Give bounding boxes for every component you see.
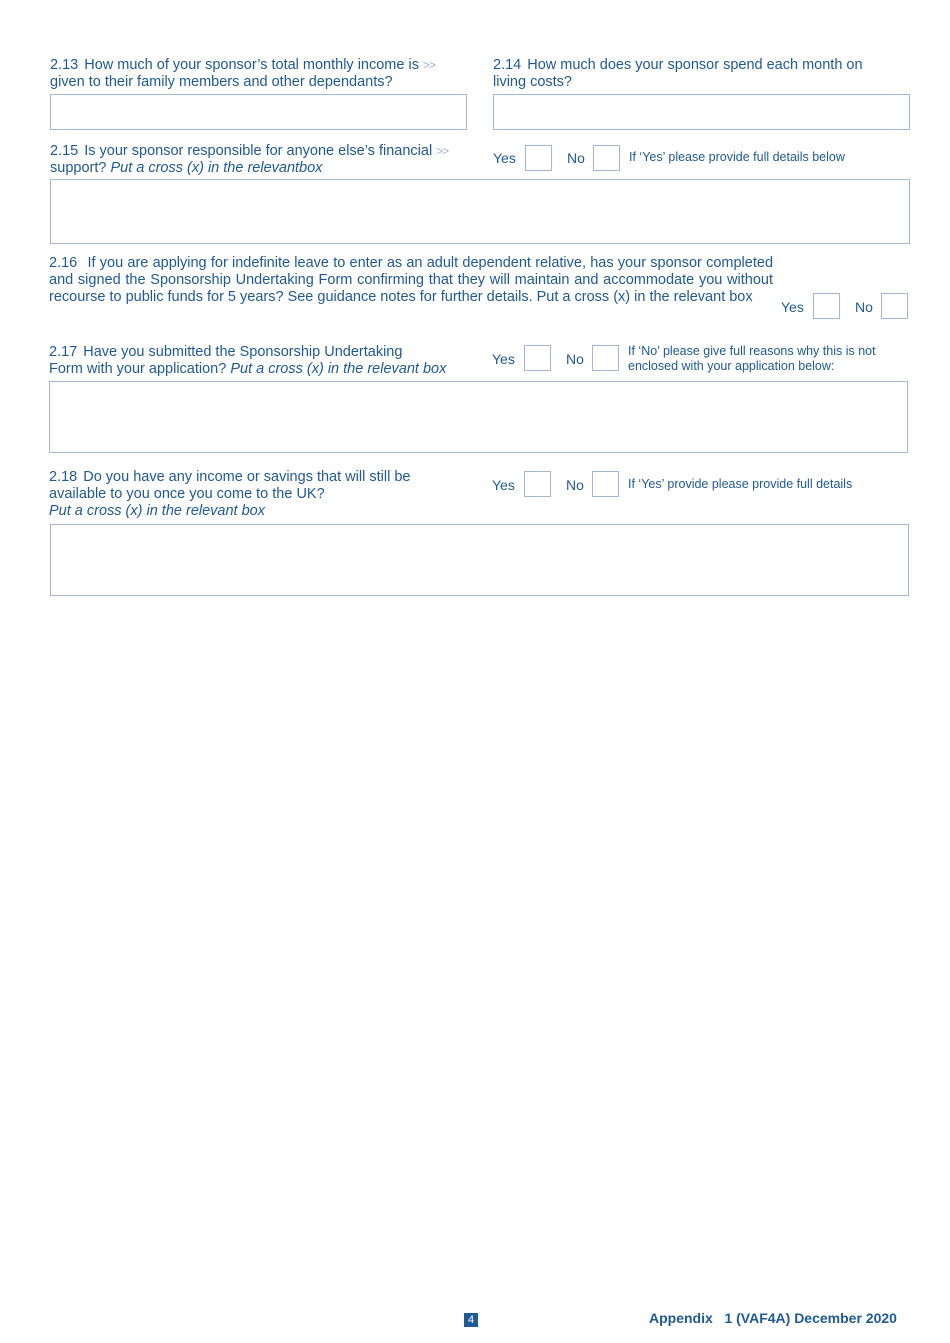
- question-text: If you are applying for indefinite leave to enter as an adult dependent relative, has your sponsor completed and signed the Sponsorship Undertaking Form confirming that they will maintain and accommodate you without recourse to public funds for 5 years? See guidance notes for further details. Put a cross (x) in the relevant box: [49, 255, 774, 305]
- question-2-18: [49, 469, 474, 520]
- undertaking-not-enclosed-reasons-field[interactable]: [49, 381, 908, 453]
- question-instruction: Put a cross (x) in the relevantbox: [110, 160, 323, 176]
- income-savings-details-field[interactable]: [50, 524, 909, 596]
- question-2-16: [49, 255, 773, 306]
- continue-arrow-icon: >>: [422, 58, 435, 72]
- question-2-13: [50, 57, 470, 91]
- q2-15-no-checkbox[interactable]: [593, 145, 620, 171]
- continue-arrow-icon: >>: [436, 144, 449, 158]
- question-2-15: [50, 143, 475, 177]
- q2-18-yes-checkbox[interactable]: [524, 471, 551, 497]
- question-text: How much does your sponsor spend each month on: [527, 57, 863, 73]
- question-text: Do you have any income or savings that will still be: [83, 469, 411, 485]
- question-text: Have you submitted the Sponsorship Undertaking: [83, 344, 403, 360]
- question-number: 2.15: [50, 143, 79, 159]
- instruction-note: If ‘Yes’ provide please provide full details: [628, 477, 853, 491]
- q2-17-yes-checkbox[interactable]: [524, 345, 551, 371]
- question-text: Is your sponsor responsible for anyone else’s financial: [84, 143, 433, 159]
- yes-label: Yes: [492, 477, 515, 493]
- q2-16-no-checkbox[interactable]: [881, 293, 908, 319]
- question-2-17: [49, 344, 474, 378]
- no-label: No: [566, 351, 584, 367]
- question-2-14: [493, 57, 913, 91]
- no-label: No: [855, 299, 873, 315]
- no-label: No: [567, 150, 585, 166]
- question-text: How much of your sponsor’s total monthly income is: [84, 57, 419, 73]
- page-number: 4: [464, 1313, 478, 1327]
- q2-15-yes-checkbox[interactable]: [525, 145, 552, 171]
- no-label: No: [566, 477, 584, 493]
- question-number: 2.16: [49, 255, 78, 271]
- question-number: 2.17: [49, 344, 78, 360]
- question-number: 2.14: [493, 57, 522, 73]
- sponsor-living-costs-field[interactable]: [493, 94, 910, 130]
- question-number: 2.13: [50, 57, 79, 73]
- question-text-line2: Form with your application?: [49, 361, 227, 377]
- other-financial-support-details-field[interactable]: [50, 179, 910, 244]
- sponsor-income-to-dependants-field[interactable]: [50, 94, 467, 130]
- q2-17-no-checkbox[interactable]: [592, 345, 619, 371]
- yes-label: Yes: [492, 351, 515, 367]
- question-instruction: Put a cross (x) in the relevant box: [230, 361, 447, 377]
- question-instruction: Put a cross (x) in the relevant box: [49, 503, 265, 519]
- q2-16-yes-checkbox[interactable]: [813, 293, 840, 319]
- instruction-note: If ‘Yes’ please provide full details below: [629, 150, 845, 164]
- question-text-line2: given to their family members and other dependants?: [50, 74, 393, 90]
- footer-title: Appendix 1 (VAF4A) December 2020: [649, 1310, 897, 1326]
- q2-18-no-checkbox[interactable]: [592, 471, 619, 497]
- question-number: 2.18: [49, 469, 78, 485]
- yes-label: Yes: [493, 150, 516, 166]
- instruction-note: If ‘No’ please give full reasons why this is not enclosed with your application below:: [628, 344, 876, 373]
- question-text-line2: living costs?: [493, 74, 572, 90]
- question-text-line2: support?: [50, 160, 107, 176]
- question-text-line2: available to you once you come to the UK?: [49, 486, 325, 502]
- yes-label: Yes: [781, 299, 804, 315]
